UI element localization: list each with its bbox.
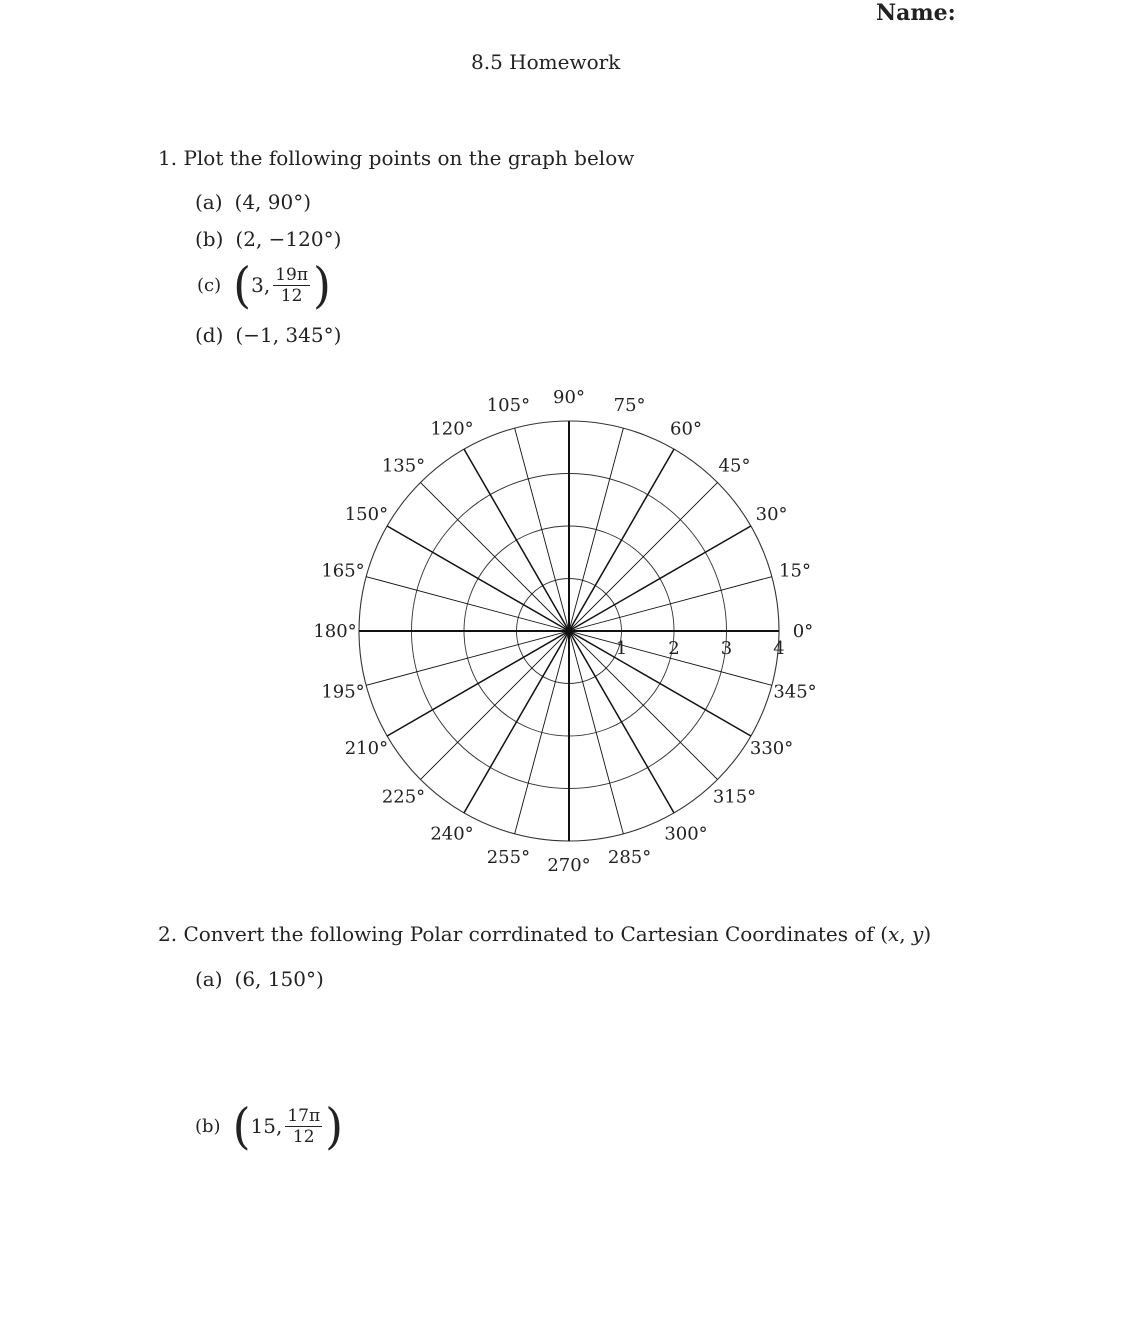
grid-ray	[569, 428, 623, 631]
grid-ray	[421, 631, 569, 779]
angle-label: 60°	[670, 418, 702, 440]
item-value: (−1, 345°)	[235, 323, 342, 347]
polar-point-fraction	[232, 1097, 344, 1155]
prompt-close: )	[923, 922, 932, 946]
item-label: (a)	[195, 190, 223, 214]
item-label: (d)	[195, 323, 224, 347]
grid-ray	[569, 483, 717, 631]
grid-ray	[569, 631, 623, 834]
radius-value: 3,	[251, 273, 271, 297]
grid-ray	[387, 631, 569, 736]
fraction-denominator: 12	[280, 285, 303, 306]
angle-label: 315°	[712, 786, 757, 808]
item-label: (c)	[197, 274, 222, 296]
problem-2-item-b	[195, 1097, 344, 1155]
angle-label: 345°	[773, 681, 817, 703]
angle-label: 135°	[381, 455, 426, 477]
item-value: (6, 150°)	[234, 967, 324, 991]
angle-label: 0°	[792, 621, 814, 642]
item-label: (a)	[195, 967, 223, 991]
angle-label: 30°	[755, 504, 788, 525]
grid-ray	[421, 483, 569, 631]
page-title: 8.5 Homework	[471, 50, 621, 74]
angle-label: 225°	[381, 786, 426, 808]
grid-ray	[464, 449, 569, 631]
grid-ray	[366, 577, 569, 631]
right-paren: )	[313, 256, 331, 314]
angle-label: 90°	[553, 387, 585, 408]
angle-label: 15°	[779, 560, 811, 582]
angle-label: 285°	[607, 847, 652, 868]
angle-label: 330°	[749, 738, 794, 759]
grid-ray	[387, 526, 569, 631]
angle-fraction	[285, 1106, 322, 1147]
left-paren: (	[232, 1097, 251, 1155]
angle-label: 150°	[344, 504, 389, 525]
radius-label: 2	[668, 638, 680, 659]
angle-label: 120°	[430, 418, 474, 440]
grid-ray	[464, 631, 569, 813]
problem-2-item-a	[195, 967, 324, 991]
angle-label: 240°	[430, 823, 474, 845]
problem-2-prompt	[158, 922, 931, 946]
angle-label: 300°	[664, 823, 708, 845]
angle-label: 210°	[344, 738, 389, 759]
var-x: x	[888, 922, 900, 946]
angle-label: 270°	[547, 855, 591, 876]
fraction-numerator: 19π	[275, 264, 308, 285]
right-paren: )	[325, 1097, 344, 1155]
radius-label: 3	[720, 638, 733, 659]
angle-label: 255°	[486, 847, 531, 868]
problem-1-prompt: 1. Plot the following points on the graph below	[158, 146, 635, 170]
var-y: y	[912, 922, 924, 946]
fraction-denominator: 12	[292, 1126, 315, 1147]
item-value: (2, −120°)	[235, 227, 342, 251]
grid-ray	[366, 631, 569, 685]
angle-label: 105°	[486, 395, 531, 416]
left-paren: (	[233, 256, 252, 314]
angle-label: 195°	[321, 681, 365, 703]
radius-value: 15,	[250, 1114, 283, 1138]
angle-label: 75°	[613, 395, 646, 416]
grid-ray	[515, 631, 569, 834]
prompt-comma: ,	[899, 922, 912, 946]
item-label: (b)	[195, 227, 224, 251]
angle-label: 180°	[313, 621, 357, 642]
radius-label: 4	[773, 638, 785, 659]
name-label: Name:	[876, 0, 956, 26]
grid-ray	[515, 428, 569, 631]
radius-label: 1	[615, 638, 628, 659]
grid-ray	[569, 577, 772, 631]
fraction-numerator: 17π	[287, 1105, 321, 1126]
grid-ray	[569, 526, 751, 631]
prompt-text: 2. Convert the following Polar corrdinated to Cartesian Coordinates of (	[158, 922, 888, 946]
item-value: (4, 90°)	[234, 190, 312, 214]
item-label: (b)	[195, 1115, 221, 1137]
angle-label: 45°	[718, 455, 751, 477]
grid-ray	[569, 449, 674, 631]
angle-label: 165°	[321, 560, 365, 582]
grid-ray	[569, 631, 717, 779]
